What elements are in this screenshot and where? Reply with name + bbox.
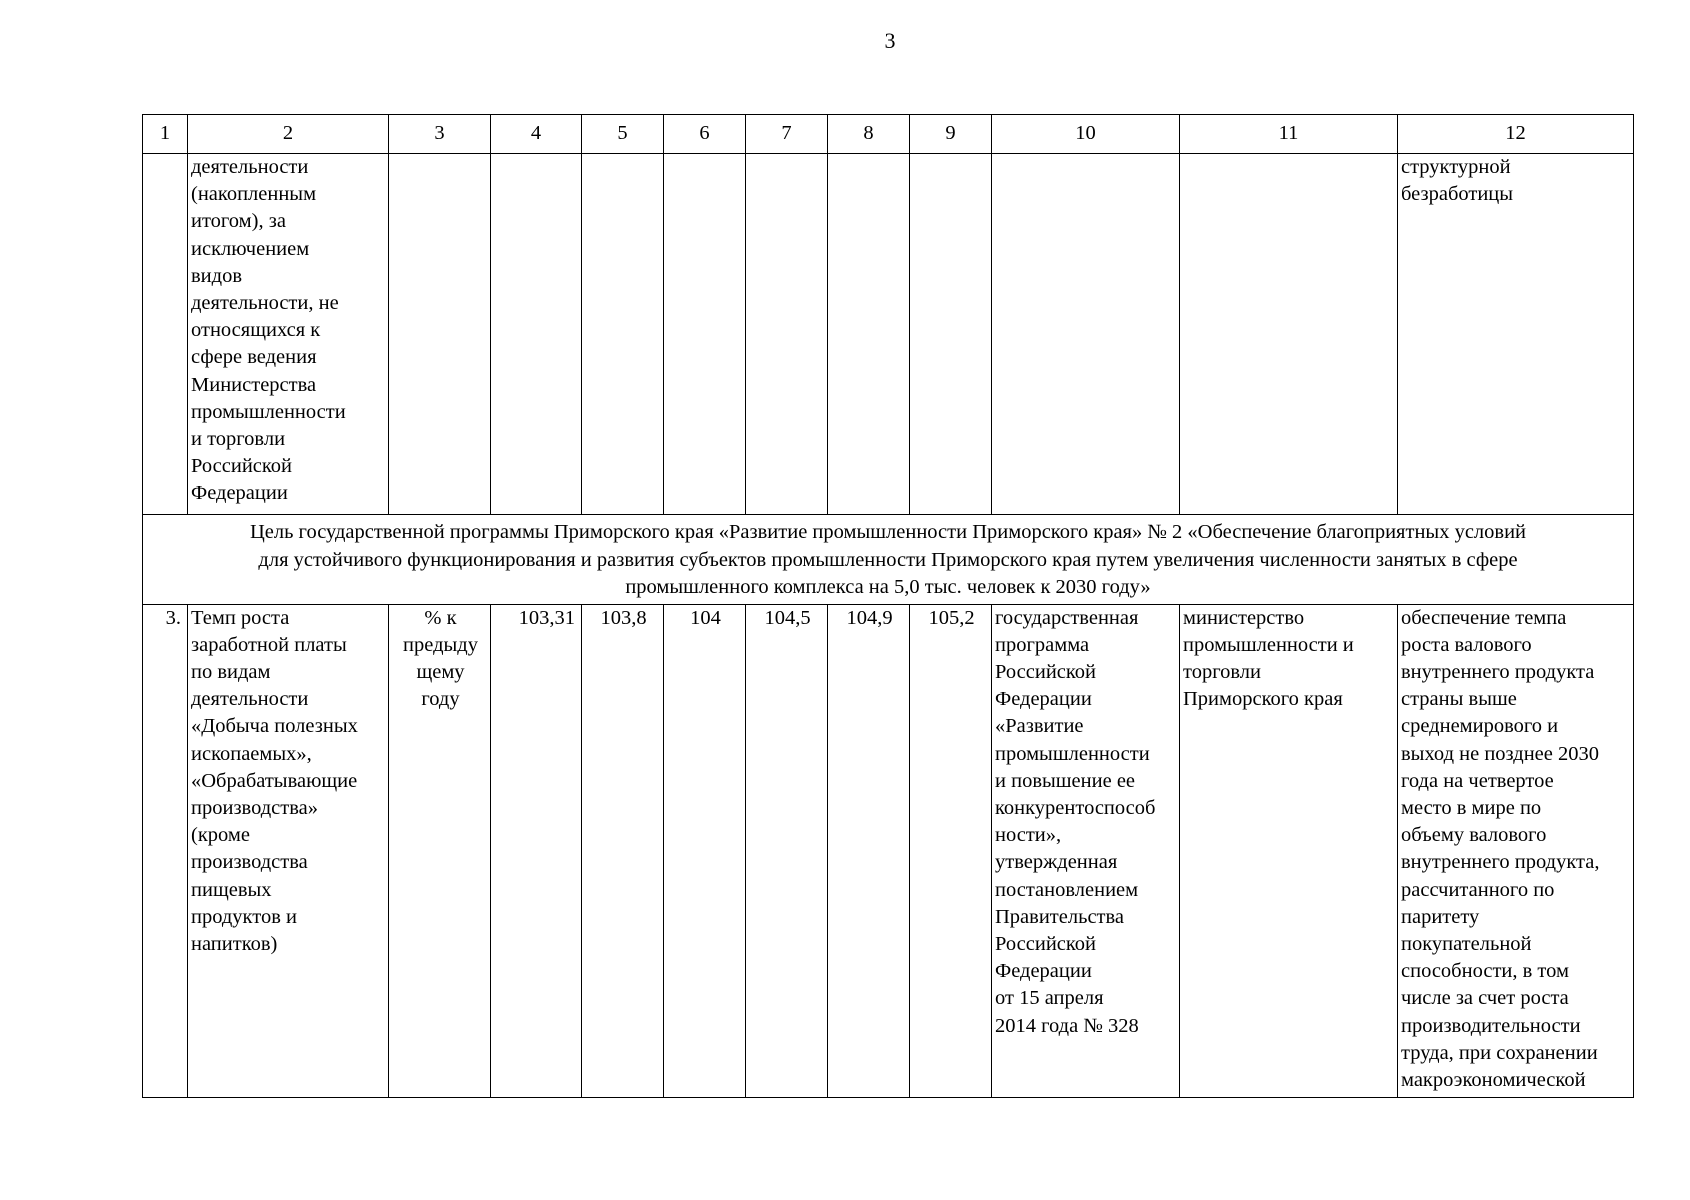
text-line: торговли [1183, 660, 1261, 683]
text-line: выход не позднее 2030 [1401, 742, 1600, 765]
text-line: предыду [403, 633, 478, 656]
text-line: году [421, 688, 460, 711]
text-line: Министерства [191, 373, 317, 396]
text-line: «Обрабатывающие [191, 769, 358, 792]
text-line: производства [191, 851, 308, 874]
value-cell: 104 [664, 604, 746, 1097]
text-line: от 15 апреля [995, 987, 1104, 1010]
column-header: 5 [582, 115, 664, 154]
table-cell [491, 154, 582, 515]
page-number: 3 [884, 28, 896, 53]
goal-link-cell [1398, 154, 1634, 515]
table-cell [389, 154, 491, 515]
text-line: года на четвертое [1401, 769, 1554, 792]
text-line: деятельности, не [191, 292, 339, 315]
text-line: 2014 года № 328 [995, 1014, 1139, 1037]
table-cell [828, 154, 910, 515]
column-header: 4 [491, 115, 582, 154]
goal-link-cell [1398, 604, 1634, 1097]
text-line: относящихся к [191, 319, 321, 342]
text-line: ископаемых», [191, 742, 312, 765]
column-header: 8 [828, 115, 910, 154]
indicators-table [142, 114, 1634, 1098]
text-line: обеспечение темпа [1401, 606, 1567, 629]
text-line: программа [995, 633, 1090, 656]
goal-text-line: промышленного комплекса на 5,0 тыс. человек к 2030 году» [625, 576, 1151, 598]
text-line: щему [416, 660, 465, 683]
text-line: внутреннего продукта [1401, 660, 1595, 683]
text-line: безработицы [1401, 183, 1514, 206]
table-header-row [143, 115, 1634, 154]
text-line: страны выше [1401, 688, 1517, 711]
row-number-cell [143, 154, 188, 515]
text-line: покупательной [1401, 932, 1532, 955]
column-header: 6 [664, 115, 746, 154]
column-header: 10 [992, 115, 1180, 154]
table-cell [746, 154, 828, 515]
text-line: промышленности [995, 742, 1150, 765]
column-header: 11 [1180, 115, 1398, 154]
column-header: 2 [188, 115, 389, 154]
text-line: Российской [995, 660, 1097, 683]
responsible-cell [1180, 604, 1398, 1097]
text-line: министерство [1183, 606, 1305, 629]
text-line: пищевых [191, 878, 272, 901]
text-line: место в мире по [1401, 796, 1542, 819]
table-cell [910, 154, 992, 515]
unit-cell [389, 604, 491, 1097]
text-line: продуктов и [191, 905, 297, 928]
column-header: 7 [746, 115, 828, 154]
table-row-continued [143, 154, 1634, 515]
text-line: Федерации [995, 960, 1092, 983]
table-cell [582, 154, 664, 515]
text-line: утвержденная [995, 851, 1118, 874]
text-line: итогом), за [191, 210, 286, 233]
text-line: и торговли [191, 428, 286, 451]
text-line: видов [191, 264, 243, 287]
text-line: производительности [1401, 1014, 1581, 1037]
text-line: деятельности [191, 156, 309, 178]
text-line: промышленности [191, 400, 346, 423]
text-line: ности», [995, 824, 1062, 847]
text-line: числе за счет роста [1401, 987, 1569, 1010]
value-cell: 104,5 [746, 604, 828, 1097]
text-line: способности, в том [1401, 960, 1569, 983]
text-line: Правительства [995, 905, 1125, 928]
text-line: «Развитие [995, 715, 1084, 738]
text-line: среднемирового и [1401, 715, 1559, 738]
program-goal-cell [143, 515, 1634, 605]
text-line: напитков) [191, 932, 278, 955]
text-line: Темп роста [191, 606, 290, 629]
value-cell: 103,31 [491, 604, 582, 1097]
indicator-name-cell [188, 604, 389, 1097]
indicator-name-cell [188, 154, 389, 515]
text-line: по видам [191, 660, 271, 683]
column-header: 9 [910, 115, 992, 154]
text-line: заработной платы [191, 633, 347, 656]
text-line: промышленности и [1183, 633, 1354, 656]
table-cell [664, 154, 746, 515]
value-cell: 105,2 [910, 604, 992, 1097]
text-line: сфере ведения [191, 346, 317, 369]
column-header: 3 [389, 115, 491, 154]
text-line: производства» [191, 796, 318, 819]
value-cell: 103,8 [582, 604, 664, 1097]
text-line: объему валового [1401, 824, 1547, 847]
text-line: постановлением [995, 878, 1139, 901]
text-line: роста валового [1401, 633, 1532, 656]
column-header: 12 [1398, 115, 1634, 154]
text-line: макроэкономической [1401, 1068, 1586, 1091]
goal-text-line: для устойчивого функционирования и развития субъектов промышленности Приморского края путем увеличения численности занятых в сфере [258, 548, 1518, 571]
table-cell [992, 154, 1180, 515]
text-line: структурной [1401, 156, 1511, 178]
row-number-cell: 3. [143, 604, 188, 1097]
text-line: Российской [191, 455, 293, 478]
text-line: конкурентоспособ [995, 796, 1156, 819]
text-line: % к [424, 606, 457, 629]
value-cell: 104,9 [828, 604, 910, 1097]
text-line: и повышение ее [995, 769, 1136, 792]
text-line: (кроме [191, 824, 250, 847]
program-cell [992, 604, 1180, 1097]
text-line: рассчитанного по [1401, 878, 1555, 901]
text-line: (накопленным [191, 183, 317, 206]
table-row-3 [143, 604, 1634, 1097]
table-cell [1180, 154, 1398, 515]
text-line: исключением [191, 237, 310, 260]
text-line: деятельности [191, 688, 309, 711]
text-line: «Добыча полезных [191, 715, 358, 738]
text-line: паритету [1401, 905, 1480, 928]
text-line: Федерации [191, 482, 288, 505]
column-header: 1 [143, 115, 188, 154]
text-line: внутреннего продукта, [1401, 851, 1600, 874]
text-line: Федерации [995, 688, 1092, 711]
text-line: Приморского края [1183, 688, 1343, 711]
text-line: государственная [995, 606, 1139, 629]
goal-text-line: Цель государственной программы Приморского края «Развитие промышленности Приморского края» № 2 «Обеспечение благоприятных условий [249, 521, 1527, 543]
program-goal-row [143, 515, 1634, 605]
text-line: труда, при сохранении [1401, 1041, 1598, 1064]
text-line: Российской [995, 932, 1097, 955]
